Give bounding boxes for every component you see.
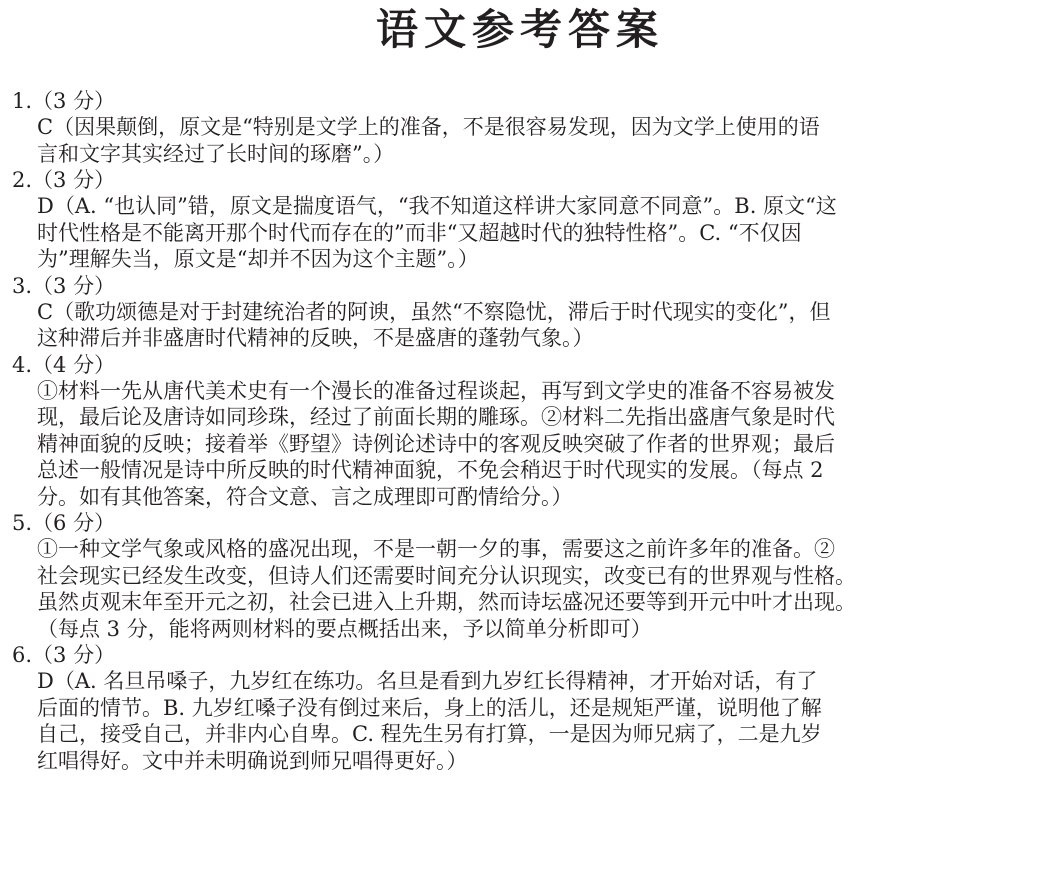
page-title: 语文参考答案 bbox=[375, 5, 664, 54]
answer-line: 后面的情节。B. 九岁红嗓子没有倒过来后，身上的活儿，还是规矩严谨，说明他了解 bbox=[37, 695, 822, 720]
answer-text bbox=[12, 536, 1034, 642]
answer-line: 总述一般情况是诗中所反映的时代精神面貌，不免会稍迟于时代现实的发展。（每点 2 bbox=[37, 458, 824, 482]
question-6 bbox=[12, 642, 1034, 774]
answer-line: 精神面貌的反映；接着举《野望》诗例论述诗中的客观反映突破了作者的世界观；最后 bbox=[37, 431, 835, 456]
question-5 bbox=[12, 510, 1034, 642]
answer-text bbox=[12, 114, 1034, 167]
answer-line: C（因果颠倒，原文是“特别是文学上的准备，不是很容易发现，因为文学上使用的语 bbox=[37, 115, 820, 139]
answer-line: 自己，接受自己，并非内心自卑。C. 程先生另有打算，一是因为师兄病了，二是九岁 bbox=[37, 722, 822, 746]
question-heading: 4.（4 分） bbox=[12, 352, 116, 377]
question-heading: 1.（3 分） bbox=[12, 89, 116, 113]
answer-line: 这种滞后并非盛唐时代精神的反映，不是盛唐的蓬勃气象。） bbox=[37, 326, 594, 350]
answer-line: 分。如有其他答案，符合文意、言之成理即可酌情给分。） bbox=[37, 484, 573, 509]
answer-line: ①材料一先从唐代美术史有一个漫长的准备过程谈起，再写到文学史的准备不容易被发 bbox=[37, 378, 835, 403]
question-4 bbox=[12, 352, 1034, 511]
question-2 bbox=[12, 167, 1034, 273]
answer-line: （每点 3 分，能将两则材料的要点概括出来，予以简单分析即可） bbox=[37, 616, 652, 641]
answer-line: 时代性格是不能离开那个时代而存在的”而非“又超越时代的独特性格”。C. “不仅因 bbox=[37, 220, 802, 245]
answer-line: D（A. 名旦吊嗓子，九岁红在练功。名旦是看到九岁红长得精神，才开始对话，有了 bbox=[37, 669, 818, 693]
answer-line: D（A. “也认同”错，原文是揣度语气，“我不知道这样讲大家同意不同意”。B. 原文“这 bbox=[37, 194, 837, 218]
answer-line: C（歌功颂德是对于封建统治者的阿谀，虽然“不察隐忧，滞后于时代现实的变化”，但 bbox=[37, 299, 831, 324]
answer-line: 言和文字其实经过了长时间的琢磨”。） bbox=[37, 141, 395, 166]
answer-line: 红唱得好。文中并未明确说到师兄唱得更好。） bbox=[37, 748, 468, 773]
question-list bbox=[12, 88, 1034, 774]
question-heading: 6.（3 分） bbox=[12, 643, 116, 667]
answer-text bbox=[12, 378, 1034, 511]
answer-text bbox=[12, 668, 1034, 774]
answer-line: 社会现实已经发生改变，但诗人们还需要时间充分认识现实，改变已有的世界观与性格。 bbox=[37, 563, 856, 588]
answer-line: 为”理解失当，原文是“却并不因为这个主题”。） bbox=[37, 247, 479, 271]
question-3 bbox=[12, 273, 1034, 352]
question-heading: 3.（3 分） bbox=[12, 273, 116, 298]
question-heading: 5.（6 分） bbox=[12, 511, 116, 535]
question-1 bbox=[12, 88, 1034, 167]
question-heading: 2.（3 分） bbox=[12, 168, 116, 192]
answer-text bbox=[12, 193, 1034, 273]
answer-text bbox=[12, 299, 1034, 352]
answer-line: ①一种文学气象或风格的盛况出现，不是一朝一夕的事，需要这之前许多年的准备。② bbox=[37, 537, 835, 561]
answer-line: 现，最后论及唐诗如同珍珠，经过了前面长期的雕琢。②材料二先指出盛唐气象是时代 bbox=[37, 405, 835, 429]
answer-line: 虽然贞观末年至开元之初，社会已进入上升期，然而诗坛盛况还要等到开元中叶才出现。 bbox=[37, 590, 856, 614]
